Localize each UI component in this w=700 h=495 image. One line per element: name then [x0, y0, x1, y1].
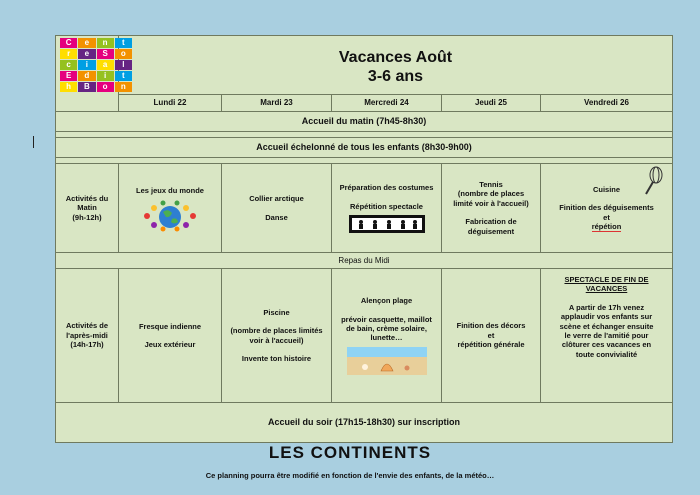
logo-letter-tile: n [115, 82, 132, 92]
logo-letter-tile: a [97, 60, 114, 70]
afternoon-label [56, 269, 119, 403]
activity-text: Les jeux du monde [136, 186, 204, 196]
staggered-welcome: Accueil échelonné de tous les enfants (8h30-9h00) [56, 138, 673, 158]
activity-text: déguisement [467, 226, 515, 236]
activity-text: Fabrication de [465, 217, 517, 227]
morning-tuesday [222, 164, 332, 253]
theatre-stage-image [349, 215, 425, 233]
logo-letter-tile: e [78, 38, 95, 48]
logo-letter-tile: r [60, 49, 77, 59]
morning-friday [541, 164, 673, 253]
show-heading: VACANCES [585, 284, 628, 294]
logo-letter-tile: o [115, 49, 132, 59]
line-gap [335, 193, 438, 202]
line-gap [335, 306, 438, 315]
activity-text: A partir de 17h venez [568, 302, 645, 312]
activity-text: toute convivialité [575, 349, 638, 359]
day-header-monday: Lundi 22 [119, 95, 222, 112]
afternoon-friday [541, 269, 673, 403]
activity-text: voir à l'accueil) [249, 335, 304, 345]
logo-letter-tile: h [60, 82, 77, 92]
line-gap [225, 204, 328, 213]
page-title: Vacances Août [338, 48, 453, 66]
afternoon-label-line: (14h-17h) [70, 340, 104, 350]
activity-text: Piscine [263, 307, 290, 317]
activity-text: applaudir vos enfants sur [560, 312, 653, 322]
logo-letter-tile: B [78, 82, 95, 92]
morning-monday [119, 164, 222, 253]
activity-text: limité voir à l'accueil) [453, 198, 529, 208]
logo-letter-tile: o [97, 82, 114, 92]
activity-text [544, 222, 669, 231]
morning-welcome: Accueil du matin (7h45-8h30) [56, 112, 673, 132]
activity-text: prévoir casquette, maillot [341, 314, 432, 324]
activity-text-misspelled: répétion [591, 221, 622, 231]
activity-text: répétition générale [457, 340, 525, 350]
activity-text: de bain, crème solaire, [346, 324, 427, 333]
day-header-friday: Vendredi 26 [541, 95, 673, 112]
logo-letter-tile: i [97, 71, 114, 81]
afternoon-wednesday [332, 269, 442, 403]
logo-letter-tile: E [60, 71, 77, 81]
logo-letter-tile: t [115, 38, 132, 48]
logo-letter-tile: n [97, 38, 114, 48]
activity-text: Tennis [479, 180, 503, 190]
afternoon-tuesday [222, 269, 332, 403]
activity-text: lunette… [370, 333, 403, 343]
logo-letter-tile: e [78, 49, 95, 59]
activity-text: Finition des déguisements [559, 203, 654, 213]
morning-label-line: Activités du [65, 193, 109, 203]
activity-text: scène et échanger ensuite [559, 321, 654, 331]
line-gap [225, 345, 328, 354]
day-header-tuesday: Mardi 23 [222, 95, 332, 112]
logo-letter-tile: C [60, 38, 77, 48]
planning-table [55, 35, 673, 443]
show-heading: SPECTACLE DE FIN DE [564, 275, 649, 284]
day-header-wednesday: Mercredi 24 [332, 95, 442, 112]
afternoon-thursday [442, 269, 541, 403]
logo-letter-tile: d [78, 71, 95, 81]
line-gap [544, 294, 669, 303]
activity-text: Collier arctique [249, 194, 304, 204]
activity-text: et [603, 212, 610, 222]
activity-text: Danse [265, 212, 288, 222]
theme-title: LES CONTINENTS [268, 443, 432, 462]
age-group: 3-6 ans [367, 68, 424, 85]
afternoon-monday [119, 269, 222, 403]
afternoon-label-line: Activités de [65, 321, 109, 331]
line-gap [225, 317, 328, 326]
activity-text: (nombre de places limités [230, 326, 323, 336]
centre-social-logo [60, 38, 132, 91]
activity-text: Préparation des costumes [339, 183, 434, 193]
logo-letter-tile: i [78, 60, 95, 70]
margin-mark [33, 136, 34, 148]
activity-text: (nombre de places [457, 189, 525, 199]
activity-text: Jeux extérieur [144, 340, 196, 349]
morning-label [56, 164, 119, 253]
activity-text: le verre de l'amitié pour [564, 330, 649, 340]
activity-text: Invente ton histoire [241, 353, 312, 363]
line-gap [445, 208, 537, 217]
logo-cell [56, 36, 126, 112]
morning-label-line: (9h-12h) [72, 212, 102, 222]
activity-text: Finition des décors [456, 321, 526, 331]
logo-letter-tile: S [97, 49, 114, 59]
activity-text: et [487, 330, 495, 340]
line-gap [122, 331, 218, 340]
day-header-thursday: Jeudi 25 [442, 95, 541, 112]
lunch-row: Repas du Midi [56, 253, 673, 269]
morning-wednesday [332, 164, 442, 253]
children-around-globe-image [139, 200, 201, 230]
activity-text: Fresque indienne [138, 321, 202, 331]
beach-shell-image [347, 347, 427, 375]
morning-thursday [442, 164, 541, 253]
logo-letter-tile: c [60, 60, 77, 70]
whisk-icon [642, 166, 664, 196]
activity-text: Répétition spectacle [350, 201, 423, 211]
title-cell [119, 36, 673, 95]
logo-letter-tile: t [115, 71, 132, 81]
activity-text: Alençon plage [360, 296, 413, 306]
activity-text: clôturer ces vacances en [561, 340, 652, 350]
disclaimer-note: Ce planning pourra être modifié en fonction de l'envie des enfants, de la météo… [205, 471, 495, 480]
afternoon-label-line: l'après-midi [66, 330, 108, 340]
morning-label-line: Matin [77, 203, 97, 213]
logo-letter-tile: l [115, 60, 132, 70]
activity-text: Cuisine [592, 184, 621, 194]
evening-welcome: Accueil du soir (17h15-18h30) sur inscription [56, 403, 673, 443]
